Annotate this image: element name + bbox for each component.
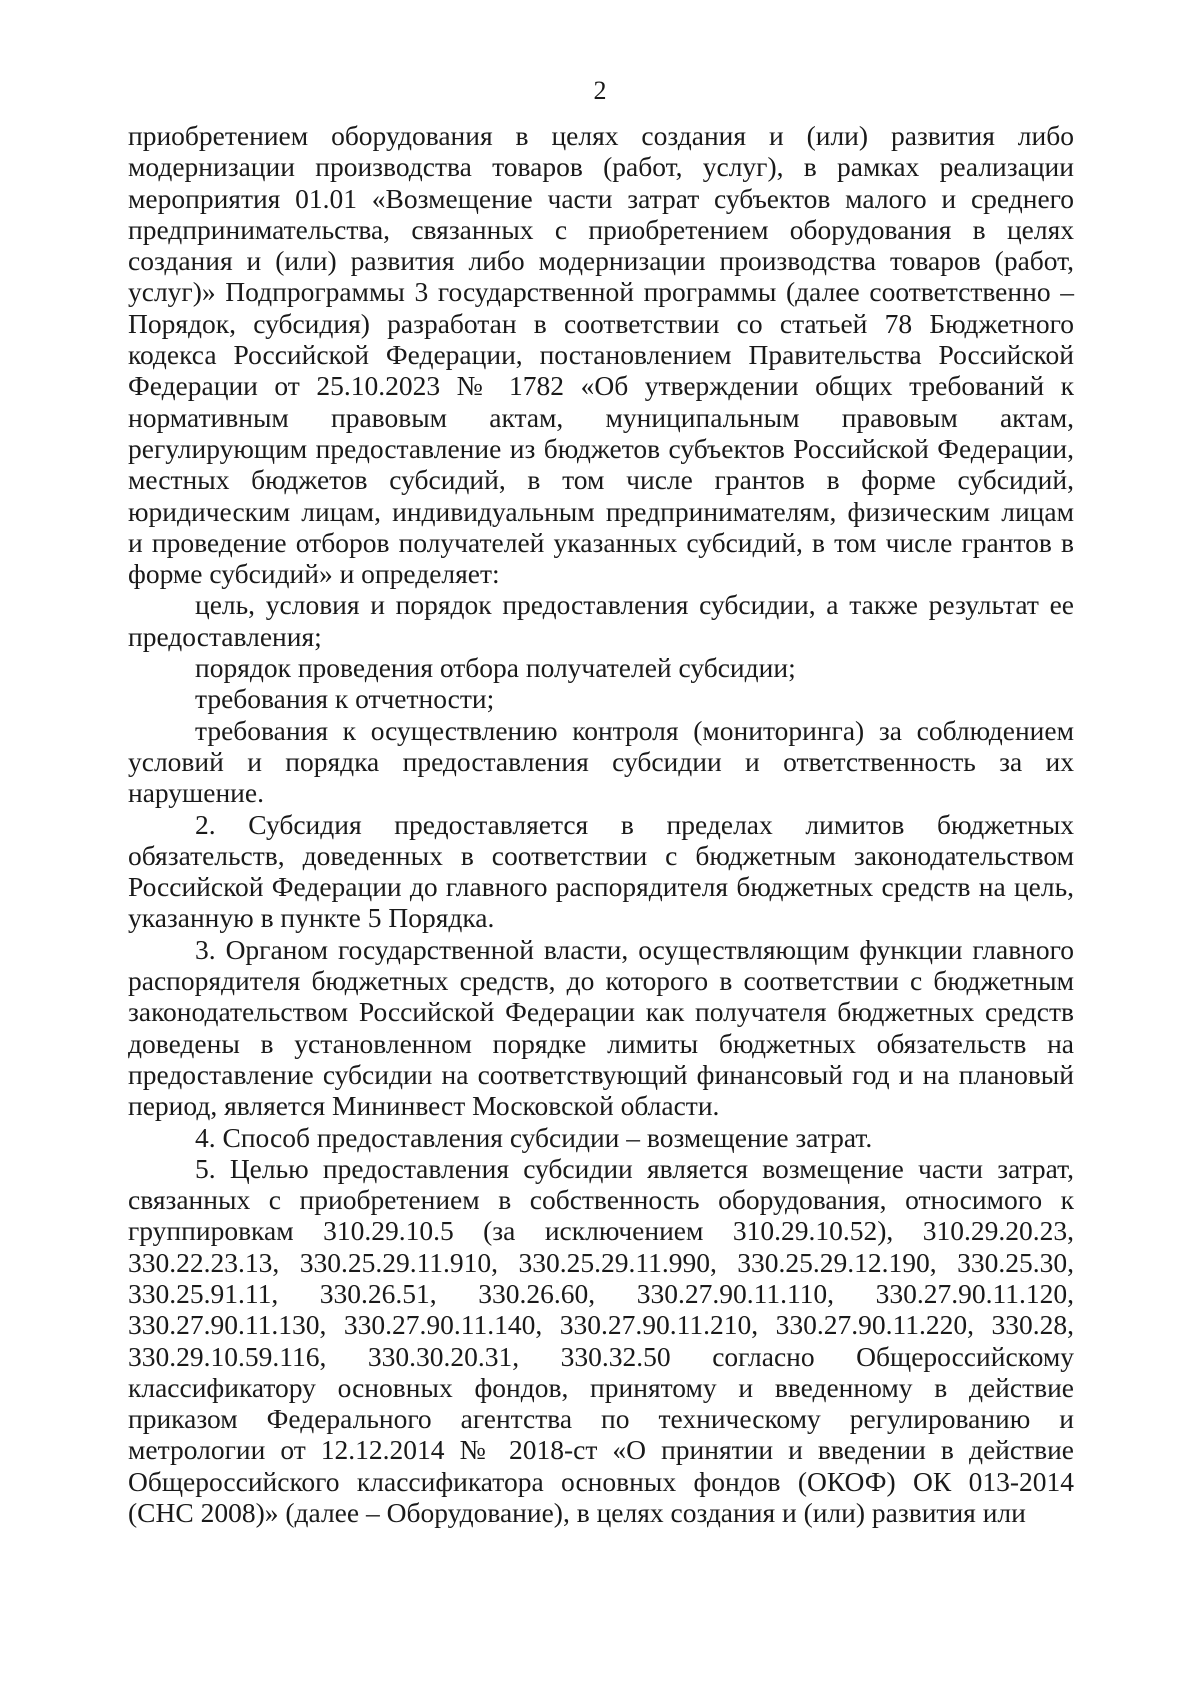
paragraph-intro-continuation: приобретением оборудования в целях создания и (или) развития либо модернизации производства товаров (работ, услуг), в рамках реализации мероприятия 01.01 «Возмещение части затрат субъектов малого и среднего предпринимательства, связанных с приобретением оборудования в целях создания и (или) развития либо модернизации производства товаров (работ, услуг)» Подпрограммы 3 государственной программы (далее соответственно – Порядок, субсидия) разработан в соответствии со статьей 78 Бюджетного кодекса Российской Федерации, постановлением Правительства Российской Федерации от 25.10.2023 № 1782 «Об утверждении общих требований к нормативным правовым актам, муниципальным правовым актам, регулирующим предоставление из бюджетов субъектов Российской Федерации, местных бюджетов субсидий, в том числе грантов в форме субсидий, юридическим лицам, индивидуальным предпринимателям, физическим лицам и проведение отборов получателей указанных субсидий, в том числе грантов в форме субсидий» и определяет: <box>128 120 1074 590</box>
page-number: 2 <box>593 76 607 105</box>
document-body <box>128 120 1074 1528</box>
paragraph-clause-3: 3. Органом государственной власти, осуществляющим функции главного распорядителя бюджетных средств, до которого в соответствии с бюджетным законодательством Российской Федерации как получателя бюджетных средств доведены в установленном порядке лимиты бюджетных обязательств на предоставление субсидии на соответствующий финансовый год и на плановый период, является Мининвест Московской области. <box>128 933 1074 1122</box>
paragraph-list-item-goal: цель, условия и порядок предоставления субсидии, а также результат ее предоставления; <box>128 589 1074 652</box>
paragraph-clause-2: 2. Субсидия предоставляется в пределах лимитов бюджетных обязательств, доведенных в соответствии с бюджетным законодательством Российской Федерации до главного распорядителя бюджетных средств на цель, указанную в пункте 5 Порядка. <box>128 808 1074 934</box>
paragraph-list-item-selection: порядок проведения отбора получателей субсидии; <box>195 652 796 684</box>
paragraph-clause-4: 4. Способ предоставления субсидии – возмещение затрат. <box>195 1121 873 1153</box>
paragraph-list-item-control: требования к осуществлению контроля (мониторинга) за соблюдением условий и порядка предоставления субсидии и ответственность за их нарушение. <box>128 714 1074 809</box>
paragraph-clause-5: 5. Целью предоставления субсидии является возмещение части затрат, связанных с приобретением в собственность оборудования, относимого к группировкам 310.29.10.5 (за исключением 310.29.10.52), 310.29.20.23, 330.22.23.13, 330.25.29.11.910, 330.25.29.11.990, 330.25.29.12.190, 330.25.30, 330.25.91.11, 330.26.51, 330.26.60, 330.27.90.11.110, 330.27.90.11.120, 330.27.90.11.130, 330.27.90.11.140, 330.27.90.11.210, 330.27.90.11.220, 330.28, 330.29.10.59.116, 330.30.20.31, 330.32.50 согласно Общероссийскому классификатору основных фондов, принятому и введенному в действие приказом Федерального агентства по техническому регулированию и метрологии от 12.12.2014 № 2018-ст «О принятии и введении в действие Общероссийского классификатора основных фондов (ОКОФ) ОК 013-2014 (СНС 2008)» (далее – Оборудование), в целях создания и (или) развития или <box>128 1152 1074 1529</box>
paragraph-list-item-reporting: требования к отчетности; <box>195 683 495 715</box>
